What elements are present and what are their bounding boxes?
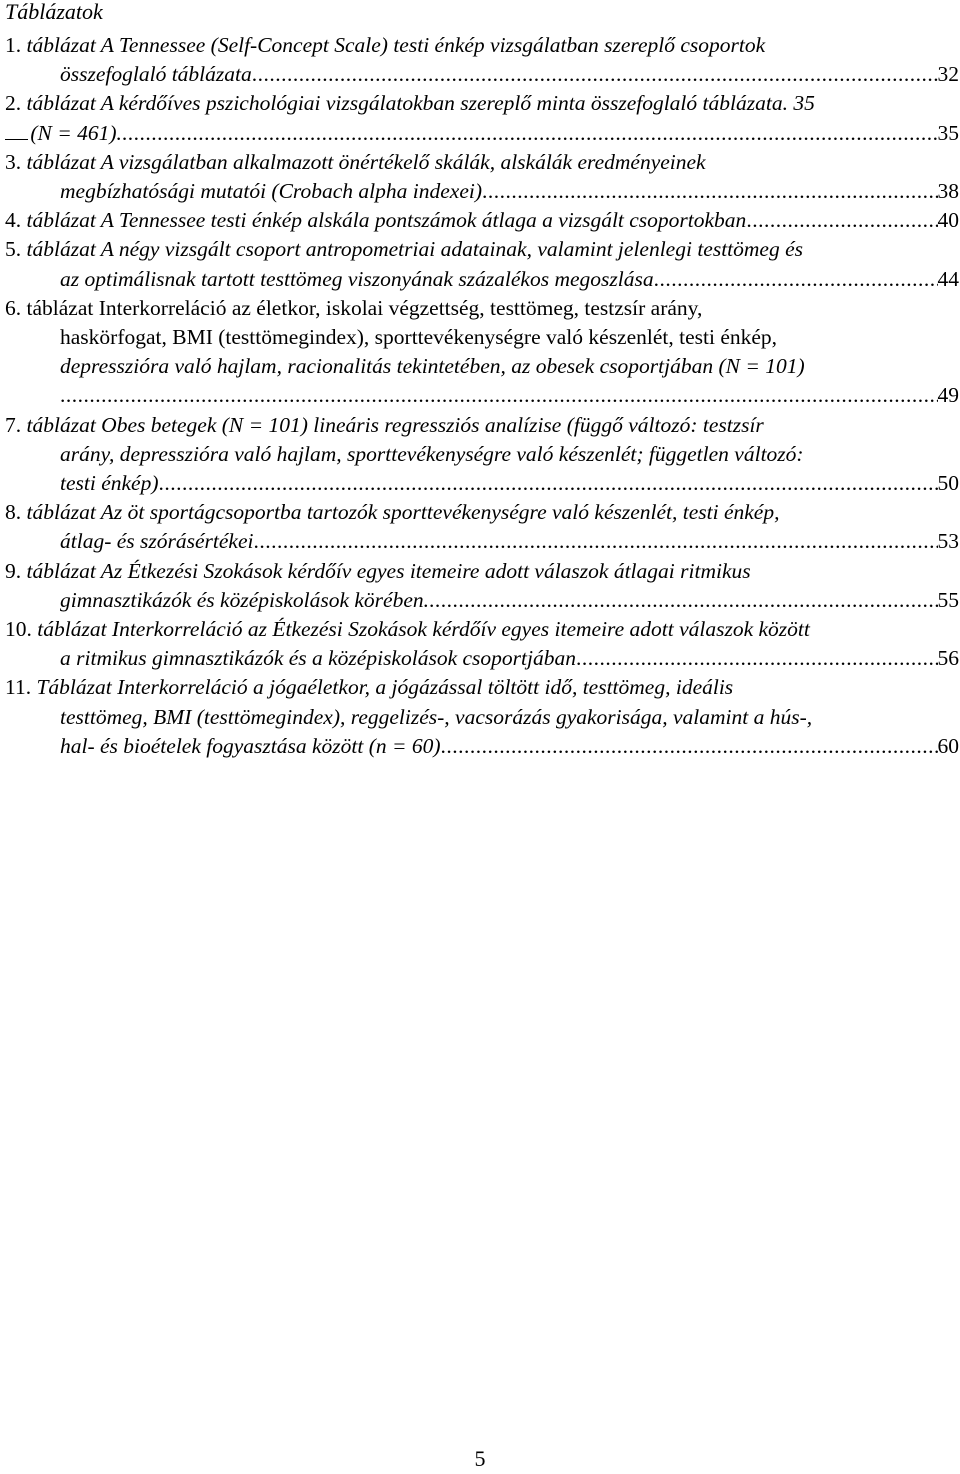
toc-entry-line: 9. táblázat Az Étkezési Szokások kérdőív egyes itemeire adott válaszok átlagai ritmikus bbox=[5, 558, 751, 583]
toc-page-number: 50 bbox=[937, 471, 959, 496]
toc-entry-line: 11. Táblázat Interkorreláció a jógaéletkor, a jógázással töltött idő, testtömeg, ideális bbox=[5, 675, 734, 700]
toc-entry-number: 4. bbox=[5, 208, 22, 233]
toc-entry-line: depresszióra való hajlam, racionalitás tekintetében, az obesek csoportjában (N = 101) bbox=[60, 354, 805, 379]
toc-entry-line: 1. táblázat A Tennessee (Self-Concept Scale) testi énkép vizsgálatban szereplő csoportok bbox=[5, 33, 766, 57]
toc-page-number: 38 bbox=[937, 179, 959, 204]
toc-page-number: 44 bbox=[937, 266, 959, 291]
toc-entry-text: gimnasztikázók és középiskolások körében. bbox=[60, 587, 430, 612]
toc-entry[interactable] bbox=[5, 615, 959, 673]
toc-entry-last-line bbox=[5, 206, 959, 235]
toc-entry[interactable] bbox=[5, 148, 959, 206]
toc-entry-last-line bbox=[5, 265, 959, 294]
toc-page-number: 40 bbox=[937, 208, 959, 233]
toc-entry-line: arány, depresszióra való hajlam, sporttevékenységre való készenlét; független változó: bbox=[60, 441, 804, 466]
toc-entry-line: 3. táblázat A vizsgálatban alkalmazott önértékelő skálák, alskálák eredményeinek bbox=[5, 149, 706, 174]
toc-entry-line: 10. táblázat Interkorreláció az Étkezési Szokások kérdőív egyes itemeire adott válaszok között bbox=[5, 617, 810, 642]
toc-entry[interactable] bbox=[5, 31, 959, 89]
toc-leader-dots bbox=[253, 527, 937, 556]
toc-entry-line: 7. táblázat Obes betegek (N = 101) lineáris regressziós analízise (függő változó: testzsír bbox=[5, 412, 764, 437]
toc-entry-last-line bbox=[5, 60, 959, 89]
underline-blank bbox=[5, 121, 28, 140]
toc-leader-dots bbox=[654, 265, 938, 294]
toc-entry[interactable] bbox=[5, 557, 959, 615]
toc-leader-dots bbox=[482, 177, 938, 206]
toc-leader-dots bbox=[252, 60, 938, 89]
toc-entry[interactable] bbox=[5, 206, 959, 235]
toc-entry[interactable] bbox=[5, 235, 959, 293]
toc-page-number: 49 bbox=[937, 383, 959, 408]
toc-entry[interactable] bbox=[5, 498, 959, 556]
toc-page-number: 53 bbox=[937, 529, 959, 554]
toc-leader-dots bbox=[60, 381, 938, 410]
toc-entry[interactable] bbox=[5, 673, 959, 761]
toc-entry-text: megbízhatósági mutatói (Crobach alpha indexei) bbox=[60, 179, 482, 204]
toc-page-number: 35 bbox=[937, 120, 959, 145]
toc-entry-text: összefoglaló táblázata bbox=[60, 62, 252, 87]
toc-entry-line: 5. táblázat A négy vizsgált csoport antropometriai adatainak, valamint jelenlegi testtömeg és bbox=[5, 237, 804, 262]
toc-entry-text: átlag- és szórásértékei bbox=[60, 529, 254, 554]
toc-entry-last-line bbox=[5, 732, 959, 761]
toc-page-number: 55 bbox=[937, 587, 959, 612]
toc-entry-last-line bbox=[5, 644, 959, 673]
page-number: 5 bbox=[474, 1446, 486, 1471]
toc-entry-text: testi énkép) bbox=[60, 471, 159, 496]
toc-entry-line: 6. táblázat Interkorreláció az életkor, iskolai végzettség, testtömeg, testzsír arány, bbox=[5, 295, 703, 320]
toc-entry-text: hal- és bioételek fogyasztása között (n = 60) bbox=[60, 733, 441, 758]
toc-leader-dots bbox=[429, 586, 937, 615]
toc-entry-text: (N = 461). bbox=[30, 120, 122, 145]
toc-entry-last-line bbox=[5, 177, 959, 206]
toc-entry-last-line bbox=[5, 469, 959, 498]
toc-entry-line: testtömeg, BMI (testtömegindex), reggelizés-, vacsorázás gyakorisága, valamint a hús-, bbox=[60, 704, 813, 729]
toc-entry-line: haskörfogat, BMI (testtömegindex), sporttevékenységre való készenlét, testi énkép, bbox=[60, 325, 778, 350]
toc-page-number: 60 bbox=[937, 733, 959, 758]
toc-entry-last-line bbox=[5, 527, 959, 556]
toc-heading: Táblázatok bbox=[5, 0, 103, 24]
toc-entry[interactable] bbox=[5, 411, 959, 499]
toc-entry-last-line bbox=[5, 119, 959, 148]
toc-entry-text: a ritmikus gimnasztikázók és a középiskolások csoportjában bbox=[60, 646, 576, 671]
toc-entry-text: az optimálisnak tartott testtömeg viszonyának százalékos megoszlása bbox=[60, 266, 654, 291]
toc-entry-last-line bbox=[5, 586, 959, 615]
toc-leader-dots bbox=[122, 119, 938, 148]
toc-list bbox=[5, 31, 959, 761]
toc-entry-line: 2. táblázat A kérdőíves pszichológiai vizsgálatokban szereplő minta összefoglaló táblázata. 35 bbox=[5, 91, 815, 116]
toc-entry-last-line bbox=[5, 381, 959, 410]
toc-leader-dots bbox=[441, 732, 938, 761]
toc-page-number: 32 bbox=[937, 62, 959, 87]
toc-leader-dots bbox=[159, 469, 938, 498]
toc-leader-dots bbox=[576, 644, 938, 673]
toc-entry-line: 8. táblázat Az öt sportágcsoportba tartozók sporttevékenységre való készenlét, testi énkép, bbox=[5, 500, 780, 525]
toc-entry[interactable] bbox=[5, 89, 959, 147]
toc-page-number: 56 bbox=[937, 646, 959, 671]
toc-leader-dots bbox=[746, 206, 937, 235]
toc-entry-text: táblázat A Tennessee testi énkép alskála pontszámok átlaga a vizsgált csoportokban bbox=[26, 208, 747, 233]
toc-entry[interactable] bbox=[5, 294, 959, 411]
